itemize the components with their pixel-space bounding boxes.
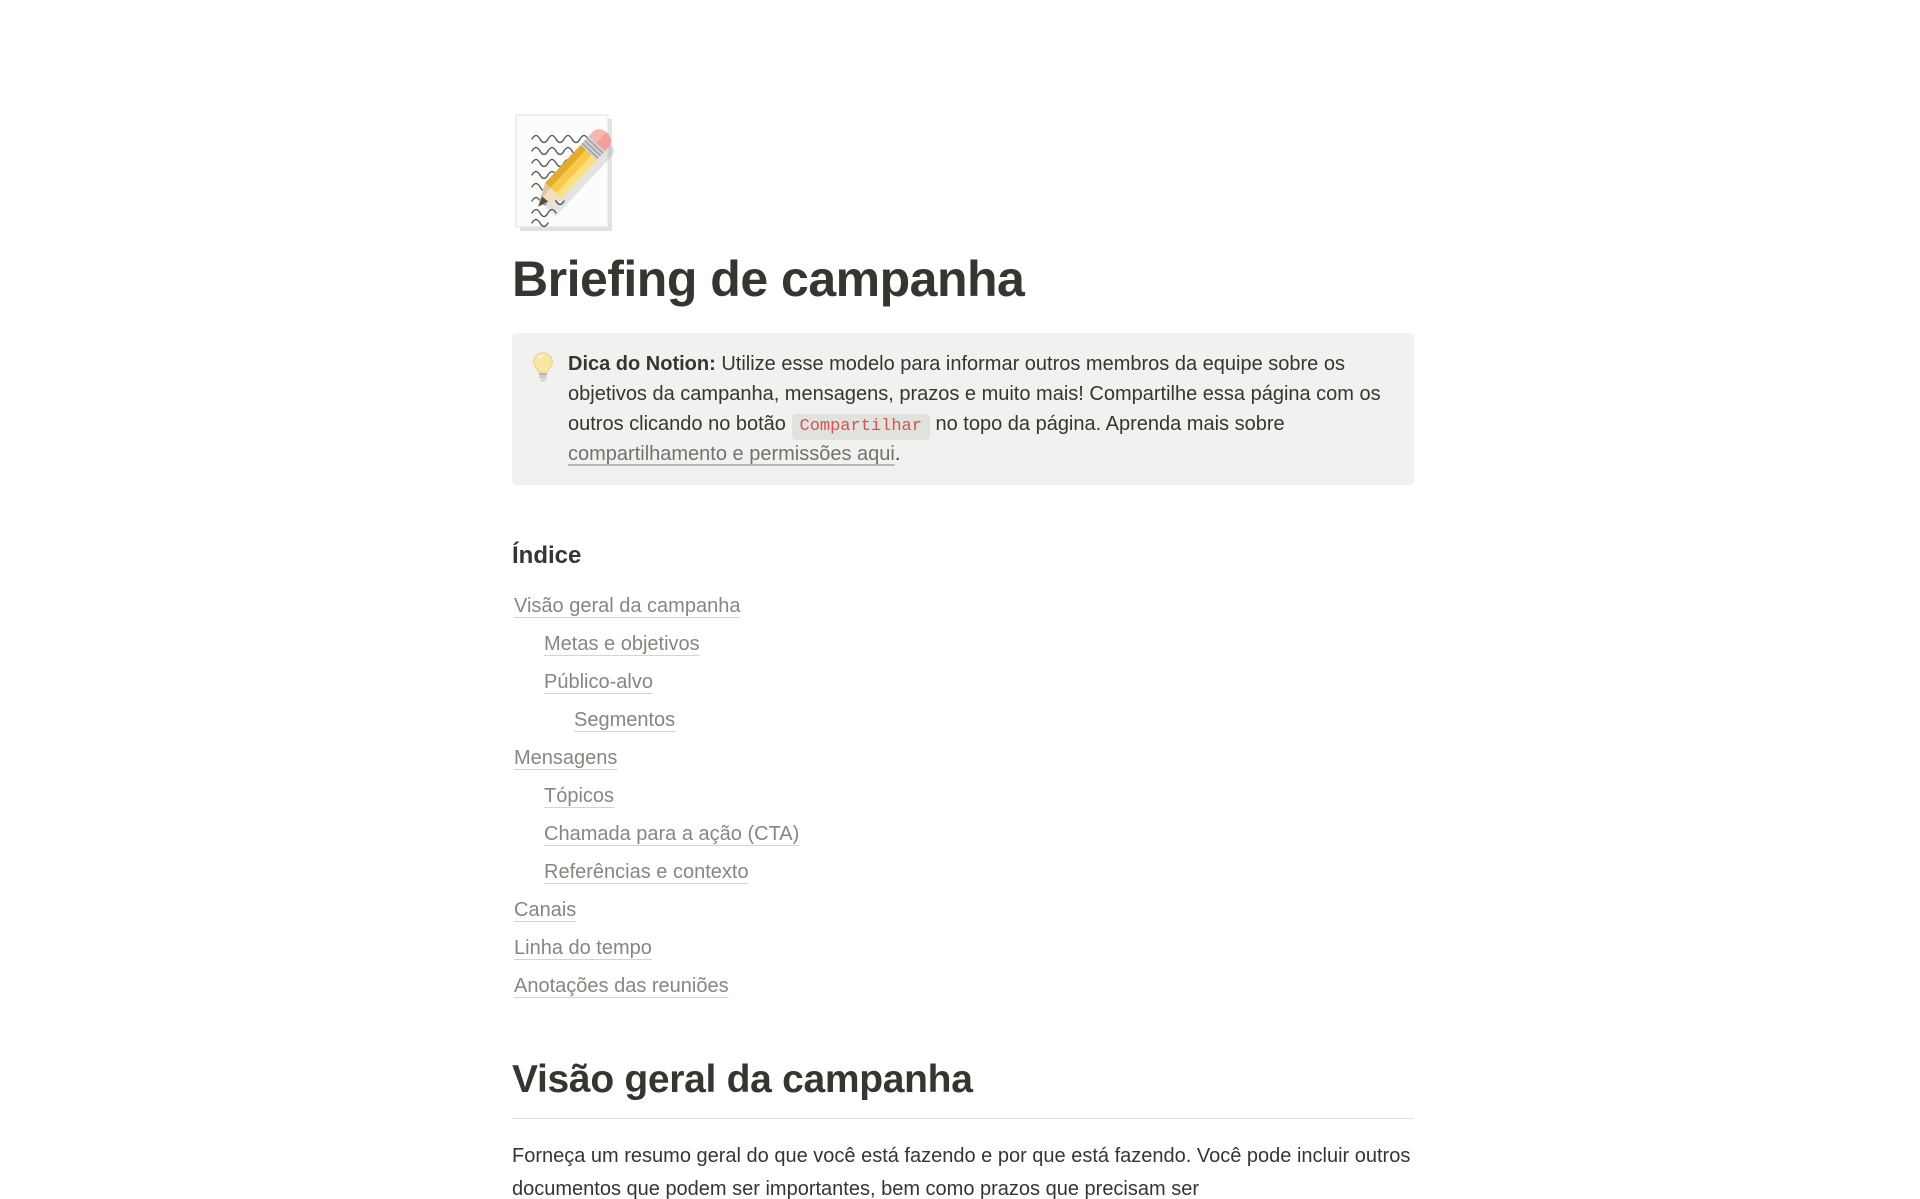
toc-item[interactable] (512, 815, 1414, 853)
callout-text-3: . (894, 443, 901, 465)
divider (512, 1118, 1414, 1119)
notion-tip-callout (512, 333, 1414, 485)
toc-link[interactable]: Referências e contexto (544, 861, 749, 883)
callout-lead: Dica do Notion: (568, 353, 716, 375)
toc-link[interactable]: Mensagens (514, 747, 618, 769)
toc-heading: Índice (512, 542, 582, 569)
toc-item[interactable] (512, 853, 1414, 891)
toc-link[interactable]: Anotações das reuniões (514, 975, 729, 997)
toc-link[interactable]: Tópicos (544, 785, 615, 807)
memo-pencil-icon[interactable] (512, 113, 614, 235)
page-content (512, 0, 1414, 1199)
toc-item[interactable] (512, 663, 1414, 701)
sharing-permissions-link[interactable]: compartilhamento e permissões aqui (568, 443, 895, 465)
toc-link[interactable]: Público-alvo (544, 671, 653, 693)
callout-text-1: Utilize esse modelo para informar outros membros da equipe sobre os objetivos da campanha, mensagens, prazos e muito mais! Compartilhe essa página com os outros clicando no botão (568, 353, 1381, 435)
callout-text (568, 349, 1390, 469)
toc-item[interactable] (512, 701, 1414, 739)
callout-text-2: no topo da página. Aprenda mais sobre (929, 413, 1285, 435)
lightbulb-icon (532, 352, 554, 388)
toc-item[interactable] (512, 587, 1414, 625)
toc-link[interactable]: Chamada para a ação (CTA) (544, 823, 800, 845)
toc-item[interactable] (512, 929, 1414, 967)
section-heading-overview: Visão geral da campanha (512, 1058, 973, 1101)
page-title[interactable]: Briefing de campanha (512, 251, 1025, 307)
toc-item[interactable] (512, 777, 1414, 815)
toc-item[interactable] (512, 967, 1414, 1005)
toc-link[interactable]: Visão geral da campanha (514, 595, 741, 617)
toc-item[interactable] (512, 739, 1414, 777)
share-button-code-chip: Compartilhar (792, 414, 930, 440)
overview-paragraph: Forneça um resumo geral do que você está fazendo e por que está fazendo. Você pode incluir outros documentos que podem ser importantes, bem como prazos que precisam ser (512, 1145, 1411, 1199)
toc-link[interactable]: Metas e objetivos (544, 633, 700, 655)
toc-link[interactable]: Canais (514, 899, 577, 921)
toc-item[interactable] (512, 891, 1414, 929)
toc-item[interactable] (512, 625, 1414, 663)
toc-link[interactable]: Segmentos (574, 709, 676, 731)
toc-link[interactable]: Linha do tempo (514, 937, 652, 959)
table-of-contents (512, 587, 1414, 1005)
